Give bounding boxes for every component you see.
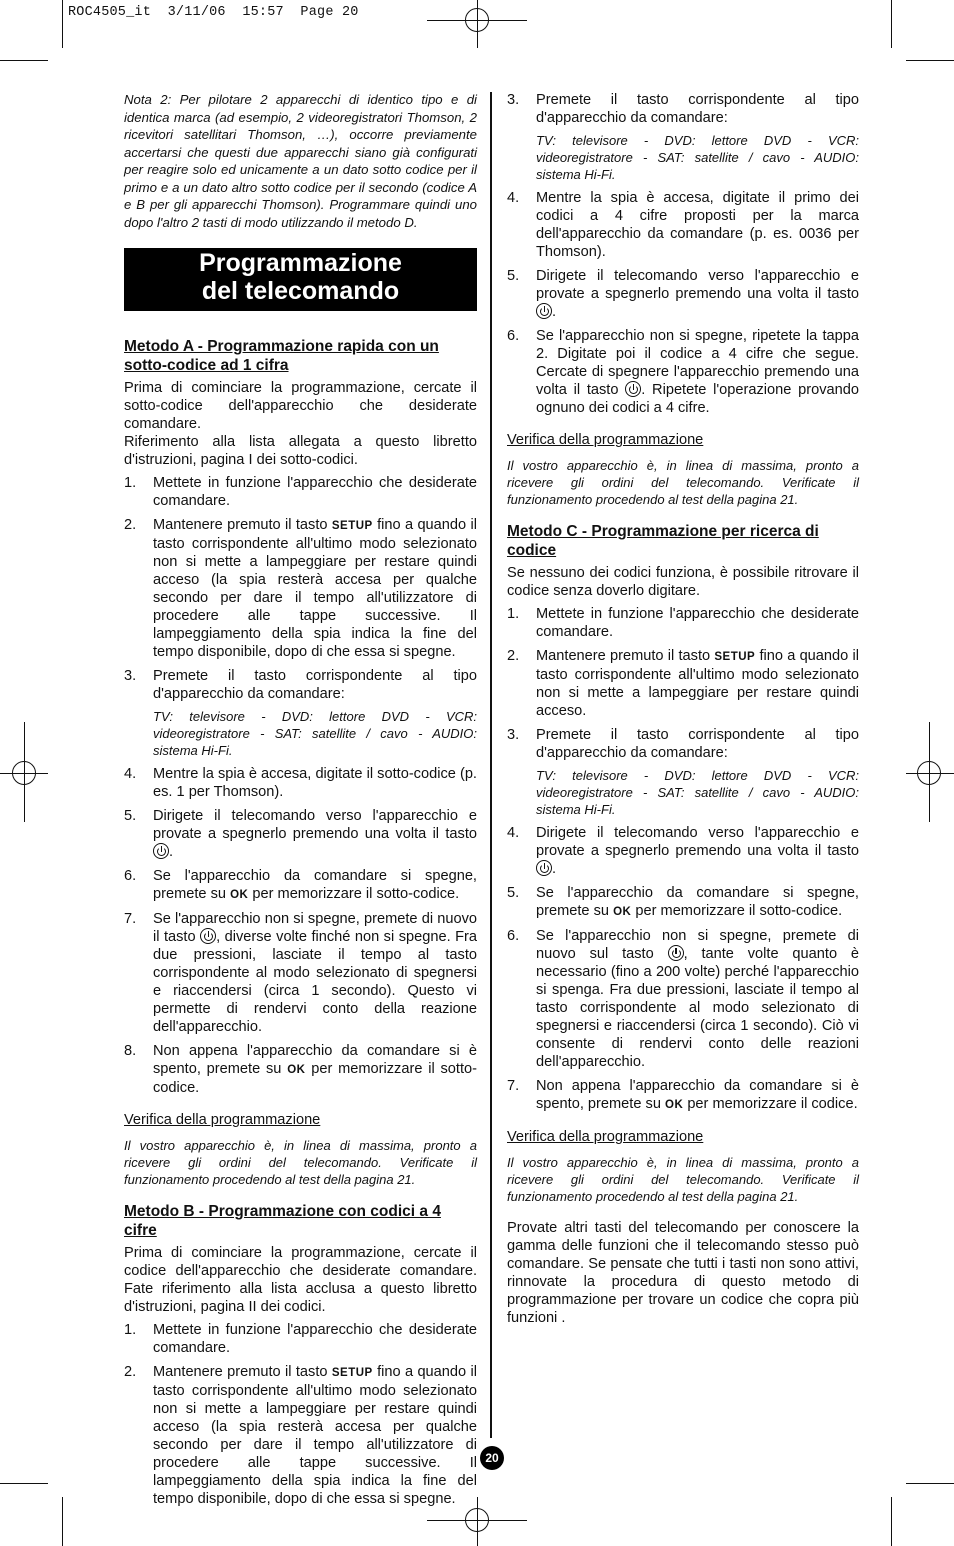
step-text: Se l'apparecchio non si spegne, ripetete la tappa 2. Digitate poi il codice a 4 cifre che segue. Cercate di spegnere l'apparecchio premendo una volta il tasto	[536, 328, 859, 398]
setup-key-label: SETUP	[331, 520, 373, 532]
step-text: per memorizzare il sotto-codice.	[635, 903, 843, 919]
setup-key-label: SETUP	[714, 651, 756, 663]
banner-title-line1: Programmazione	[199, 249, 402, 277]
step-text: Se l'apparecchio da comandare si spegne, premete su	[153, 868, 477, 902]
step-text: Dirigete il telecomando verso l'apparecchio e provate a spegnerlo premendo una volta il tasto	[153, 808, 477, 842]
step-text: Se l'apparecchio non si spegne, premete di nuovo sul tasto	[536, 928, 859, 962]
list-item: 1. Mettete in funzione l'apparecchio che desiderate comandare.	[507, 606, 859, 640]
print-slug: ROC4505_it 3/11/06 15:57 Page 20	[68, 5, 359, 20]
crop-mark	[0, 1483, 48, 1484]
list-item: 2. Mantenere premuto il tasto SETUP fino a quando il tasto corrispondente all'ultimo modo selezionato non si mette a lampeggiare per restare quindi acceso (la spia resterà accesa per qualche secondo per dare il tempo all'utilizzatore di procedere alle tappe successive. Il lampeggiamento della spia indica la fine del tempo disponibile, dopo di che essa si spegne.	[124, 1364, 477, 1507]
list-item: 1. Mettete in funzione l'apparecchio che desiderate comandare.	[124, 475, 477, 509]
method-a-steps	[124, 474, 477, 1097]
list-item: 2. Mantenere premuto il tasto SETUP fino a quando il tasto corrispondente all'ultimo modo selezionato non si mette a lampeggiare per restare quindi acceso (la spia resterà accesa per qualche secondo per dare il tempo all'utilizzatore di procedere alle tappe successive. Il lampeggiamento della spia indica la fine del tempo disponibile, dopo di che essa si spegne.	[124, 517, 477, 660]
device-legend: TV: televisore - DVD: lettore DVD - VCR: videoregistratore - SAT: satellite / cavo - AUDIO: sistema Hi-Fi.	[536, 133, 859, 182]
list-item: 7. Non appena l'apparecchio da comandare si è spento, premete su OK per memorizzare il codice.	[507, 1078, 859, 1112]
step-text: Mentre la spia è accesa, digitate il primo dei codici a 4 cifre proposti per la marca dell'apparecchio da comandare (p. es. 0036 per Thomson).	[536, 190, 859, 260]
device-legend: TV: televisore - DVD: lettore DVD - VCR: videoregistratore - SAT: satellite / cavo - AUDIO: sistema Hi-Fi.	[536, 768, 859, 817]
method-a-verify-text: Il vostro apparecchio è, in linea di massima, pronto a ricevere gli ordini del telecomando. Verificate il funzionamento procedendo al test della pagina 21.	[124, 1138, 477, 1187]
method-c-intro: Se nessuno dei codici funziona, è possibile ritrovare il codice senza doverlo digitare.	[507, 565, 859, 599]
right-column	[507, 91, 859, 1327]
crop-mark	[0, 60, 48, 61]
method-a-reference: Riferimento alla lista allegata a questo libretto d'istruzioni, pagina I dei sotto-codici.	[124, 434, 477, 468]
list-item: 6. Se l'apparecchio non si spegne, premete di nuovo sul tasto , tante volte quanto è necessario (fino a 200 volte) perché l'apparecchio si spenga. Fra due pressioni, lasciate il tempo al tasto corrispondente al modo selezionato di spegnersi e riaccendersi (circa 1 secondo). Ciò vi consente di rendervi conto delle reazioni dell'apparecchio.	[507, 928, 860, 1070]
list-item: 8. Non appena l'apparecchio da comandare si è spento, premete su OK per memorizzare il sotto-codice.	[124, 1043, 477, 1096]
method-b-heading: Metodo B - Programmazione con codici a 4 cifre	[124, 1203, 441, 1239]
step-text: fino a quando il tasto corrispondente all'ultimo modo selezionato non si mette a lampeggiare per restare quindi acceso (la spia resterà accesa per qualche secondo per dare il tempo all'utilizzatore di procedere alle tappe successive. Il lampeggiamento della spia indica la fine del tempo disponibile, dopo di che essa si spegne.	[153, 517, 477, 660]
note-2: Nota 2: Per pilotare 2 apparecchi di identico tipo e di identica marca (ad esempio, 2 videoregistratori Thomson, 2 ricevitori satellitari Thomson, …), occorre previamente accertarsi che questi due apparecchi siano già configurati per reagire solo ed unicamente a un dato sotto codice per il primo e a un dato altro sotto codice per il secondo (codice A e B per gli apparecchi Thomson). Programmare quindi uno dopo l'altro 2 tasti di modo utilizzando il metodo D.	[124, 92, 477, 230]
method-b-verify-text: Il vostro apparecchio è, in linea di massima, pronto a ricevere gli ordini del telecomando. Verificate il funzionamento procedendo al test della pagina 21.	[507, 458, 859, 507]
power-icon	[200, 928, 216, 944]
crop-mark	[906, 1483, 954, 1484]
step-text: Mentre la spia è accesa, digitate il sotto-codice (p. es. 1 per Thomson).	[153, 766, 477, 800]
step-text: Se l'apparecchio da comandare si spegne, premete su	[536, 885, 859, 919]
step-text: fino a quando il tasto corrispondente all'ultimo modo selezionato non si mette a lampeggiare per restare quindi acceso (la spia resterà accesa per qualche secondo per dare il tempo all'utilizzatore di procedere alle tappe successive. Il lampeggiamento della spia indica la fine del tempo disponibile, dopo di che essa si spegne.	[153, 1364, 477, 1507]
method-a-intro: Prima di cominciare la programmazione, cercate il sotto-codice dell'apparecchio che desiderate comandare.	[124, 380, 477, 432]
column-divider	[490, 92, 492, 1438]
list-item: 3. Premete il tasto corrispondente al tipo d'apparecchio da comandare: TV: televisore - DVD: lettore DVD - VCR: videoregistratore - SAT: satellite / cavo - AUDIO: sistema Hi-Fi.	[507, 92, 859, 182]
method-b-steps-continued	[507, 91, 859, 417]
section-banner	[124, 248, 477, 311]
step-text: fino a quando il tasto corrispondente all'ultimo modo selezionato non si mette a lampeggiare per restare quindi acceso.	[536, 648, 859, 719]
method-b-verify-title: Verifica della programmazione	[507, 432, 704, 448]
power-icon	[536, 303, 552, 319]
power-icon	[153, 843, 169, 859]
left-column	[124, 91, 477, 1514]
list-item: 5. Se l'apparecchio da comandare si spegne, premete su OK per memorizzare il sotto-codice.	[507, 885, 859, 919]
crop-mark	[62, 1497, 63, 1546]
step-text: per memorizzare il codice.	[687, 1096, 858, 1112]
crop-mark	[891, 0, 892, 48]
step-text: Non appena l'apparecchio da comandare si è spento, premete su	[153, 1043, 477, 1077]
step-text: Se l'apparecchio non si spegne, premete di nuovo il tasto	[153, 911, 477, 945]
power-icon	[536, 860, 552, 876]
method-a-heading: Metodo A - Programmazione rapida con un sotto-codice ad 1 cifra	[124, 338, 439, 374]
list-item: 7. Se l'apparecchio non si spegne, premete di nuovo il tasto , diverse volte finché non si spegne. Fra due pressioni, lasciate il tempo al tasto corrispondente al modo selezionato di spegnersi e riaccendersi (circa 1 secondo). Questo vi permette di rendervi conto della reazione dell'apparecchio.	[124, 911, 477, 1035]
list-item: 6. Se l'apparecchio non si spegne, ripetete la tappa 2. Digitate poi il codice a 4 cifre che segue. Cercate di spegnere l'apparecchio premendo una volta il tasto . Ripetete l'operazione provando ognuno dei codici a 4 cifre.	[507, 328, 860, 416]
method-c-heading: Metodo C - Programmazione per ricerca di codice	[507, 523, 819, 559]
list-item: 4. Dirigete il telecomando verso l'apparecchio e provate a spegnerlo premendo una volta il tasto .	[507, 825, 859, 877]
ok-key-label: OK	[665, 1099, 684, 1111]
registration-mark	[465, 8, 489, 32]
method-b-steps-start	[124, 1321, 477, 1508]
list-item: 6. Se l'apparecchio da comandare si spegne, premete su OK per memorizzare il sotto-codice.	[124, 868, 477, 902]
step-text: Mettete in funzione l'apparecchio che desiderate comandare.	[153, 1322, 477, 1356]
step-text: . Ripetete l'operazione provando ognuno dei codici a 4 cifre.	[536, 382, 860, 416]
method-c-steps	[507, 605, 859, 1114]
list-item: 2. Mantenere premuto il tasto SETUP fino a quando il tasto corrispondente all'ultimo modo selezionato non si mette a lampeggiare per restare quindi acceso.	[507, 648, 859, 719]
step-text: Premete il tasto corrispondente al tipo d'apparecchio da comandare:	[536, 727, 859, 761]
list-item: 4. Mentre la spia è accesa, digitate il primo dei codici a 4 cifre proposti per la marca dell'apparecchio da comandare (p. es. 0036 per Thomson).	[507, 190, 859, 260]
ok-key-label: OK	[287, 1064, 306, 1076]
list-item: 4. Mentre la spia è accesa, digitate il sotto-codice (p. es. 1 per Thomson).	[124, 766, 477, 800]
step-text: Mantenere premuto il tasto	[536, 648, 711, 664]
setup-key-label: SETUP	[331, 1367, 373, 1379]
step-text: Mantenere premuto il tasto	[153, 1364, 328, 1380]
method-c-verify-title: Verifica della programmazione	[507, 1129, 704, 1145]
step-text: per memorizzare il sotto-codice.	[153, 1061, 477, 1096]
list-item: 1. Mettete in funzione l'apparecchio che desiderate comandare.	[124, 1322, 477, 1356]
method-c-verify-text: Il vostro apparecchio è, in linea di massima, pronto a ricevere gli ordini del telecomando. Verificate il funzionamento procedendo al test della pagina 21.	[507, 1155, 859, 1204]
step-text: Mantenere premuto il tasto	[153, 517, 328, 533]
registration-mark	[917, 761, 941, 785]
list-item: 3. Premete il tasto corrispondente al tipo d'apparecchio da comandare: TV: televisore - DVD: lettore DVD - VCR: videoregistratore - SAT: satellite / cavo - AUDIO: sistema Hi-Fi.	[124, 668, 477, 758]
step-text: Mettete in funzione l'apparecchio che desiderate comandare.	[153, 475, 477, 509]
step-text: Dirigete il telecomando verso l'apparecchio e provate a spegnerlo premendo una volta il tasto	[536, 268, 859, 302]
method-a-verify-title: Verifica della programmazione	[124, 1112, 321, 1128]
crop-mark	[62, 0, 63, 48]
step-text: Premete il tasto corrispondente al tipo d'apparecchio da comandare:	[153, 668, 477, 702]
ok-key-label: OK	[613, 906, 632, 918]
crop-mark	[891, 1497, 892, 1546]
step-text: Dirigete il telecomando verso l'apparecchio e provate a spegnerlo premendo una volta il tasto	[536, 825, 859, 859]
step-text: Premete il tasto corrispondente al tipo d'apparecchio da comandare:	[536, 92, 859, 126]
power-icon	[668, 945, 684, 961]
list-item: 5. Dirigete il telecomando verso l'apparecchio e provate a spegnerlo premendo una volta il tasto .	[507, 268, 859, 320]
list-item: 3. Premete il tasto corrispondente al tipo d'apparecchio da comandare: TV: televisore - DVD: lettore DVD - VCR: videoregistratore - SAT: satellite / cavo - AUDIO: sistema Hi-Fi.	[507, 727, 859, 817]
step-text: , tante volte quanto è necessario (fino a 200 volte) perché l'apparecchio si spenga. Fra due pressioni, lasciate il tempo al tasto corrispondente al modo selezionato di spegnersi e riaccendersi (circa 1 secondo). Ciò vi consente di rendervi conto delle reazioni dell'apparecchio.	[536, 946, 860, 1070]
device-legend: TV: televisore - DVD: lettore DVD - VCR: videoregistratore - SAT: satellite / cavo - AUDIO: sistema Hi-Fi.	[153, 709, 477, 758]
step-text: , diverse volte finché non si spegne. Fra due pressioni, lasciate il tempo al tasto corrispondente al modo selezionato di spegnersi e riaccendersi (circa 1 secondo). Questo vi permette di rendervi conto della reazione dell'apparecchio.	[153, 929, 477, 1035]
closing-paragraph: Provate altri tasti del telecomando per conoscere la gamma delle funzioni che il telecomando stesso può comandare. Se pensate che tutti i tasti non sono attivi, rinnovate la procedura di questo metodo di programmazione per trovare un codice che copra più funzioni .	[507, 1220, 859, 1326]
step-text: Mettete in funzione l'apparecchio che desiderate comandare.	[536, 606, 859, 640]
step-text: Non appena l'apparecchio da comandare si è spento, premete su	[536, 1078, 859, 1112]
registration-mark	[12, 761, 36, 785]
page-number: 20	[480, 1446, 504, 1470]
crop-mark	[906, 60, 954, 61]
power-icon	[625, 381, 641, 397]
ok-key-label: OK	[230, 889, 249, 901]
list-item: 5. Dirigete il telecomando verso l'apparecchio e provate a spegnerlo premendo una volta il tasto .	[124, 808, 477, 860]
method-b-intro: Prima di cominciare la programmazione, cercate il codice dell'apparecchio che desiderate comandare. Fate riferimento alla lista acclusa a questo libretto d'istruzioni, pagina II dei codici.	[124, 1245, 477, 1315]
step-text: per memorizzare il sotto-codice.	[252, 886, 460, 902]
banner-title-line2: del telecomando	[201, 277, 400, 305]
